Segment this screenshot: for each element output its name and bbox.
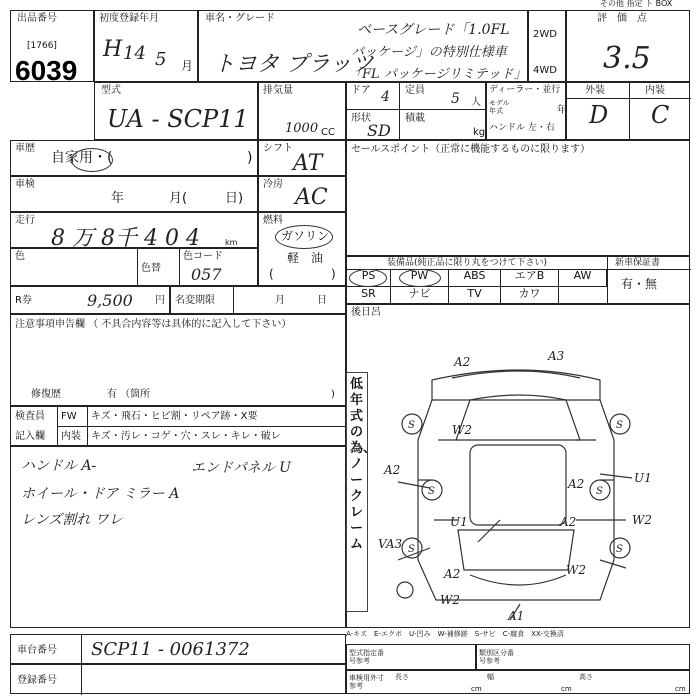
lot-sub: [1766]: [27, 41, 57, 51]
repair-label: 修復歴: [31, 389, 61, 400]
shift-label: シフト: [263, 143, 293, 154]
top-right-text: その他 指定 ト BOX: [600, 0, 673, 8]
shaken-year: 年: [111, 191, 125, 206]
displacement-label: 排気量: [263, 85, 293, 96]
drive-4wd: 4WD: [533, 65, 557, 76]
rear-seat-label: 後日呂: [351, 307, 381, 318]
dim-height: 高さ: [579, 673, 593, 681]
katashiki-label: 型式: [101, 85, 121, 96]
mark-a2-right: A2: [568, 477, 585, 491]
sales-label: セールスポイント（正常に機能するものに限ります）: [351, 144, 591, 155]
mark-u1-center: U1: [450, 515, 468, 529]
mirror-l: S: [428, 486, 435, 497]
equip-abs: ABS: [449, 269, 501, 287]
hand-note-4: エンドパネル U: [191, 460, 291, 476]
fuel-value: ガソリン: [281, 229, 330, 243]
notes-label: 注意事項申告欄 （ 不具合内容等は具体的に記入して下さい）: [15, 319, 292, 330]
mark-a2-right2: A2: [560, 515, 577, 529]
model-label: 車名・グレード: [205, 13, 275, 24]
repair-close: ): [331, 389, 335, 400]
color-code-value: 057: [191, 265, 222, 284]
r-ken-unit: 円: [155, 295, 165, 306]
drive-2wd: 2WD: [533, 29, 557, 40]
dim-length: 長さ: [395, 673, 409, 681]
equip-pw: PW: [391, 269, 449, 287]
tire-rr: S: [616, 544, 623, 555]
first-reg-month-unit: 月: [181, 59, 194, 73]
equip-tv: TV: [449, 287, 501, 305]
registration-label: 登録番号: [17, 675, 57, 686]
first-reg-month: 5: [155, 49, 167, 70]
dim-height-cm: cm: [675, 685, 686, 693]
grade-line2: パッケージ」の特別仕様車: [351, 45, 507, 60]
seats-unit: 人: [471, 97, 481, 108]
mark-w2-rear: W2: [566, 563, 586, 577]
tire-fl: S: [408, 420, 415, 431]
type-spec-box: [346, 644, 476, 670]
dimension-label: 車検用外寸参考: [349, 674, 384, 690]
mark-a1: A1: [508, 609, 525, 623]
shaken-month: 月(: [169, 191, 188, 206]
dim-width: 幅: [487, 673, 494, 681]
shift-value: AT: [293, 151, 323, 176]
mark-va3: VA3: [378, 537, 403, 551]
interior-value: C: [651, 101, 670, 129]
name-change-day: 日: [317, 295, 327, 306]
mark-w2-rear2: W2: [440, 593, 460, 607]
fuel-open: (: [269, 267, 274, 281]
doors-value: 4: [381, 89, 390, 105]
r-ken-value: 9,500: [87, 291, 133, 310]
interior-label: 内装: [645, 85, 665, 96]
name-change-month: 月: [275, 295, 285, 306]
in-label: 内装: [61, 431, 81, 442]
chassis-label: 車台番号: [17, 645, 57, 656]
inspector-label1: 検査員: [15, 411, 45, 422]
dealer-label: ディーラー・並行: [489, 85, 561, 95]
mirror-r: S: [596, 486, 603, 497]
legend: A-キズ E-エクボ U-凹み W-補修跡 S-サビ C-腐食 XX-交換済: [346, 630, 564, 638]
dimension-box: [346, 670, 690, 694]
model-year-label: モデル年式: [489, 99, 510, 115]
load-label: 積載: [405, 113, 425, 124]
doors-label: ドア: [351, 85, 371, 96]
mileage-value: 8 万 8千 4 0 4: [51, 226, 200, 251]
aircon-value: AC: [295, 185, 328, 210]
mileage-unit: km: [225, 238, 238, 247]
displacement-unit: CC: [321, 127, 335, 138]
load-unit: kg: [473, 127, 486, 138]
lot-number: 6039: [15, 55, 78, 86]
chassis-value: SCP11 - 0061372: [91, 639, 250, 660]
fw-text: キズ・飛石・ヒビ割・リペア跡・X要: [91, 411, 258, 422]
equipment-label: 装備品(純正品に限り丸をつけて下さい): [387, 258, 548, 268]
tire-rl: S: [408, 544, 415, 555]
type-spec-label: 型式指定番号参考: [349, 649, 384, 665]
vertical-note: 低年式の為、ノークレーム: [350, 377, 377, 552]
fuel-alt: 軽 油: [287, 251, 324, 265]
handle-label: ハンドル 左・右: [489, 123, 555, 133]
hand-note-2: ホイール・ドア ミラー A: [21, 486, 180, 502]
mark-a2-left: A2: [384, 463, 401, 477]
model-name: トヨタ プラッツ: [213, 52, 374, 77]
r-ken-label: R券: [15, 295, 32, 306]
class-box: [476, 644, 690, 670]
repair-value: 有 （箇所: [107, 389, 151, 400]
model-year-unit: 年: [557, 105, 567, 116]
mark-a3-top: A3: [548, 349, 565, 363]
color-code-label: 色コード: [183, 251, 223, 262]
mark-u1-right: U1: [634, 471, 652, 485]
shape-value: SD: [367, 121, 391, 140]
first-reg-era: H: [103, 37, 123, 62]
aircon-label: 冷房: [263, 179, 283, 190]
dim-width-cm: cm: [561, 685, 572, 693]
shaken-label: 車検: [15, 179, 35, 190]
lot-label: 出品番号: [17, 13, 57, 24]
grade-line1: ベースグレード「1.0FL: [357, 22, 510, 38]
hand-note-1: ハンドル A-: [21, 458, 97, 474]
registration-box: [10, 664, 346, 694]
color-label: 色: [15, 251, 25, 262]
recycle-label: 新車保証書: [615, 258, 661, 268]
chassis-box: [10, 634, 346, 664]
fw-label: FW: [61, 411, 77, 422]
seats-value: 5: [451, 91, 460, 107]
score-label: 評 価 点: [597, 13, 647, 24]
mark-w2-left: W2: [452, 423, 472, 437]
history-label: 車歴: [15, 143, 35, 154]
mark-a2-rear: A2: [444, 567, 461, 581]
recycle-value: 有・無: [621, 277, 658, 291]
hand-note-3: レンズ割れ ワレ: [21, 512, 123, 528]
exterior-label: 外装: [585, 85, 605, 96]
score-value: 3.5: [603, 41, 651, 76]
repaint-label: 色替: [141, 263, 161, 274]
fuel-label: 燃料: [263, 215, 283, 226]
equip-aw: AW: [559, 269, 607, 287]
equip-airbag: エアB: [501, 269, 559, 287]
katashiki-value: UA - SCP11: [107, 105, 249, 133]
exterior-value: D: [589, 101, 609, 129]
grade-line3: 「FL パッケージリミテッド」: [349, 67, 527, 82]
inspector-label2: 記入欄: [15, 431, 45, 442]
history-close: ): [247, 150, 253, 166]
mileage-label: 走行: [15, 215, 35, 226]
tire-fr: S: [616, 420, 623, 431]
first-reg-year: 14: [123, 43, 146, 64]
seats-label: 定員: [405, 85, 425, 96]
in-text: キズ・汚レ・コゲ・穴・スレ・キレ・破レ: [91, 431, 281, 442]
history-value: 自家用・(: [51, 150, 113, 166]
equip-navi: ナビ: [391, 287, 449, 305]
equip-sr: SR: [347, 287, 391, 305]
displacement-value: 1000: [285, 121, 319, 136]
class-label: 類別区分番号参考: [479, 649, 514, 665]
first-reg-label: 初度登録年月: [99, 13, 159, 24]
fuel-close: ): [331, 267, 336, 281]
dim-length-cm: cm: [471, 685, 482, 693]
mark-a2-top: A2: [454, 355, 471, 369]
shape-label: 形状: [351, 113, 371, 124]
equip-ps: PS: [347, 269, 391, 287]
name-change-label: 名変期限: [175, 295, 215, 306]
equip-leather: カワ: [501, 287, 559, 305]
mark-w2-right: W2: [632, 513, 652, 527]
shaken-day: 日): [225, 191, 244, 206]
